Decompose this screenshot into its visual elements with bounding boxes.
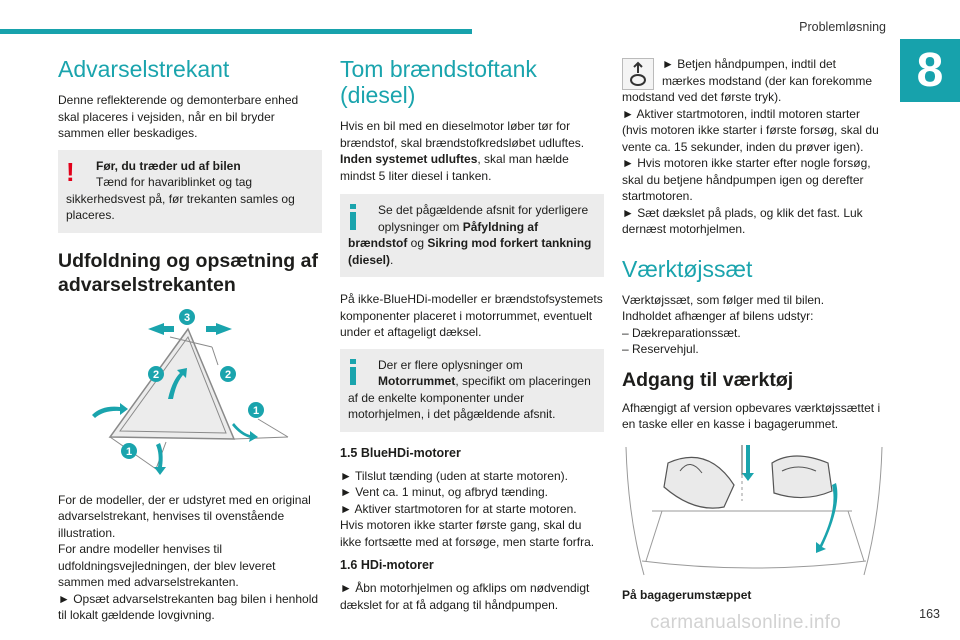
pump-instruction [622,56,886,106]
intro-text: Denne reflekterende og demonterbare enhed skal placeres i vejsiden, når en bil bryder sammen eller beskadiges. [58,93,299,140]
para-access: Afhængigt af version opbevares værktøjssættet i en taske eller en kasse i bagagerummet. [622,400,881,431]
bleed-text-a: Hvis en bil med en dieselmotor løber tør for brændstof, skal brændstofkredsløbet udluftes. [340,119,585,150]
pump-line-1: ► Betjen håndpumpen, indtil det [662,57,836,71]
title-vaerktoejssaet: Værktøjssæt [622,255,753,282]
info1-line1: Se det pågældende afsnit for yderligere [378,203,589,217]
info1-l3c: Sikring mod forkert tankning (diesel) [348,236,592,267]
bluehdi-step: ► Tilslut tænding (uden at starte motoren). [340,468,568,483]
bleed-text-c: , skal man hælde mindst 5 liter diesel i tanken. [340,152,569,183]
warning-rest: sikkerhedsvest på, før trekanten samles og placeres. [66,191,295,222]
info2-l2b: , specifikt om placeringen af de enkelte komponenter under motorhjelmen, i det pågældende afsnit. [348,374,591,421]
para-place-triangle: ► Opsæt advarselstrekanten bag bilen i henhold til lokalt gældende lovgivning. [58,591,319,622]
tools-line: Indholdet afhænger af bilens udstyr: [622,309,814,323]
section-title: Problemløsning [799,20,886,34]
info1-line2 [348,219,596,236]
bluehdi-step: Hvis motoren ikke starter første gang, skal du ikke fortsætte med at forsøge, men starte forfra. [340,518,595,549]
column-tools [622,56,886,602]
exclamation-warning-icon: ! [66,156,75,187]
para-original-models: For de modeller, der er udstyret med en original advarselstrekant, henvises til ovenstående illustration. [58,492,311,540]
callout-2b-label: 2 [224,368,232,381]
info1-l2a: oplysninger om [378,219,463,234]
tools-line: Værktøjssæt, som følger med til bilen. [622,292,825,307]
para-non-bluehdi: På ikke-BlueHDi-modeller er brændstofsystemets komponenter placeret i motorrummet, eventuelt under et aftageligt dæksel. [340,292,603,339]
bluehdi-steps [340,468,604,551]
step-start-motor: ► Aktiver startmotoren, indtil motoren starter (hvis motoren ikke starter i første forsøg, skal du vente ca. 15 sekunder, inden du prøver igen). [622,106,879,154]
title-advarselstrekant: Advarselstrekant [58,56,230,82]
callout-1b-label: 1 [125,445,133,458]
hand-pump-icon [622,58,654,90]
header-accent-bar [0,29,472,34]
info-note-engine-bay [340,349,604,432]
info1-l3b: og [407,236,428,250]
bleed-text-bold: Inden systemet udluftes [340,152,478,166]
info2-line2 [348,373,596,423]
callout-2a-label: 2 [152,368,160,381]
tools-lines [622,292,886,358]
heading-hdi: 1.6 HDi-motorer [340,558,434,572]
callout-1a-label: 1 [252,404,260,417]
page-number: 163 [919,607,940,621]
watermark: carmanualsonline.info [650,612,842,633]
info-icon [348,359,362,390]
column-empty-tank [340,56,604,621]
chapter-badge: 8 [900,39,960,102]
warning-bold: Før, du træder ud af bilen [96,158,241,173]
bluehdi-step: ► Aktiver startmotoren for at starte motoren. [340,501,577,516]
info-note-refuel [340,194,604,277]
heading-adgang: Adgang til værktøj [622,368,794,391]
heading-udfoldning: Udfoldning og opsætning af advarselstrekanten [58,249,318,296]
para-bleed-system [340,118,604,184]
bluehdi-step: ► Vent ca. 1 minut, og afbryd tænding. [340,485,548,499]
info-icon [348,204,362,235]
info1-l3d: . [390,252,394,267]
info1-line3 [348,235,596,268]
trunk-illustration [622,441,886,582]
para-other-models: For andre modeller henvises til udfoldningsvejledningen, der blev leveret sammen med advarselstrekanten. [58,542,276,589]
info2-l2a: Motorrummet [378,374,456,388]
step-close-cover: ► Sæt dækslet på plads, og klik det fast. Luk dernæst motorhjelmen. [622,205,863,236]
tools-line: – Dækreparationssæt. [622,325,741,340]
tools-line: – Reservehjul. [622,342,699,356]
title-tom-braendstoftank: Tom brændstoftank (diesel) [340,56,537,108]
trunk-caption: På bagagerumstæppet [622,587,752,602]
pump-line-2: mærkes modstand (der kan forekomme [662,73,873,88]
info1-l2b: Påfyldning af [462,219,539,234]
pump-line-3: modstand ved det første tryk). [622,90,782,104]
triangle-diagram [58,307,322,482]
warning-note [58,150,322,233]
para-hdi: ► Åbn motorhjelmen og afklips om nødvendigt dækslet for at få adgang til håndpumpen. [340,581,590,612]
info2-line1: Der er flere oplysninger om [378,357,523,372]
step-repeat-pump: ► Hvis motoren ikke starter efter nogle forsøg, skal du betjene håndpumpen igen og derefter startmotoren. [622,156,871,203]
warning-line: Tænd for havariblinket og tag [96,175,253,189]
heading-bluehdi: 1.5 BlueHDi-motorer [340,445,461,460]
callout-3-label: 3 [183,311,191,324]
info1-l3a: brændstof [348,236,408,250]
column-warning-triangle [58,56,322,632]
